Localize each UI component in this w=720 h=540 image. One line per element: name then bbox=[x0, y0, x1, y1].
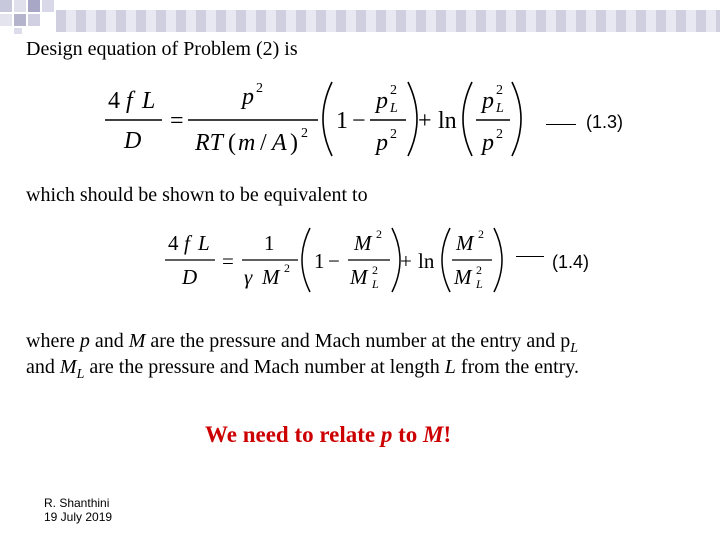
equation-1-3-svg bbox=[100, 74, 530, 164]
svg-text:2: 2 bbox=[478, 227, 484, 241]
svg-text:L: L bbox=[390, 101, 398, 116]
svg-text:(: ( bbox=[228, 130, 236, 156]
svg-text:2: 2 bbox=[284, 261, 290, 275]
svg-text:ln: ln bbox=[418, 249, 435, 273]
para-text: and bbox=[89, 330, 129, 352]
svg-text:M: M bbox=[456, 231, 474, 255]
equation-1-4-leader bbox=[516, 256, 544, 257]
para-text: from the entry. bbox=[455, 356, 580, 378]
decor-square bbox=[0, 14, 12, 26]
svg-text:+: + bbox=[400, 249, 412, 273]
svg-text:A: A bbox=[272, 130, 287, 156]
decor-square bbox=[28, 0, 40, 12]
equation-1-4 bbox=[160, 222, 510, 303]
svg-text:2: 2 bbox=[376, 227, 382, 241]
highlight-text: to bbox=[392, 422, 424, 447]
svg-text:−: − bbox=[352, 108, 366, 134]
svg-text:p: p bbox=[242, 84, 254, 110]
decor-square bbox=[14, 0, 26, 12]
svg-text:p: p bbox=[376, 130, 388, 156]
var-L: L bbox=[444, 356, 456, 378]
footer-date: 19 July 2019 bbox=[44, 510, 113, 524]
svg-text:M: M bbox=[350, 265, 368, 289]
middle-text: which should be shown to be equivalent to bbox=[26, 184, 368, 206]
svg-text:2: 2 bbox=[390, 83, 397, 98]
svg-text:f: f bbox=[184, 231, 190, 255]
para-text: where bbox=[26, 330, 80, 352]
svg-text:M: M bbox=[354, 231, 372, 255]
svg-text:ln: ln bbox=[438, 108, 457, 134]
svg-text:D: D bbox=[124, 128, 142, 154]
svg-text:L: L bbox=[142, 88, 156, 114]
highlight-var-p: p bbox=[380, 422, 393, 447]
svg-text:−: − bbox=[328, 249, 340, 273]
svg-text:L: L bbox=[372, 277, 379, 291]
var-p: p bbox=[79, 330, 90, 352]
decor-square bbox=[42, 0, 54, 12]
svg-text:+: + bbox=[418, 108, 432, 134]
svg-text:D: D bbox=[182, 265, 198, 289]
equation-1-3-leader bbox=[546, 124, 576, 125]
para-text: are the pressure and Mach number at length bbox=[84, 356, 445, 378]
footer bbox=[44, 496, 112, 524]
svg-text:4: 4 bbox=[168, 231, 179, 255]
svg-text:m: m bbox=[238, 130, 256, 156]
svg-text:p: p bbox=[376, 88, 388, 114]
svg-text:2: 2 bbox=[301, 126, 308, 141]
var-pL: p bbox=[560, 330, 571, 352]
svg-text:): ) bbox=[290, 130, 298, 156]
decor-square bbox=[0, 0, 12, 12]
highlight-statement bbox=[205, 422, 451, 448]
svg-text:/: / bbox=[260, 130, 267, 156]
equation-1-4-svg bbox=[160, 222, 510, 298]
svg-text:RT: RT bbox=[195, 130, 224, 156]
decor-square bbox=[28, 14, 40, 26]
highlight-var-M: M bbox=[423, 422, 444, 447]
subscript-L: L bbox=[76, 367, 85, 382]
svg-text:1: 1 bbox=[336, 108, 348, 134]
footer-author: R. Shanthini bbox=[44, 496, 110, 510]
svg-text:1: 1 bbox=[314, 249, 325, 273]
svg-text:4: 4 bbox=[108, 88, 120, 114]
header-bar bbox=[56, 10, 720, 32]
paragraph-line-1 bbox=[26, 330, 578, 357]
highlight-text: We need to relate bbox=[205, 422, 381, 447]
svg-text:M: M bbox=[262, 265, 280, 289]
para-text: and bbox=[26, 356, 60, 378]
svg-text:=: = bbox=[222, 249, 234, 273]
highlight-text: ! bbox=[443, 422, 452, 447]
decor-square bbox=[14, 28, 22, 34]
svg-text:2: 2 bbox=[476, 263, 482, 277]
svg-text:L: L bbox=[476, 277, 483, 291]
svg-text:p: p bbox=[482, 88, 494, 114]
svg-text:=: = bbox=[170, 108, 184, 134]
svg-text:γ: γ bbox=[244, 265, 253, 289]
svg-text:M: M bbox=[454, 265, 472, 289]
svg-text:p: p bbox=[482, 130, 494, 156]
svg-text:2: 2 bbox=[390, 127, 397, 142]
header-decoration bbox=[0, 0, 720, 36]
svg-text:1: 1 bbox=[264, 231, 275, 255]
svg-text:2: 2 bbox=[496, 83, 503, 98]
svg-text:f: f bbox=[126, 88, 133, 114]
equation-1-3 bbox=[100, 74, 530, 169]
intro-text: Design equation of Problem (2) is bbox=[26, 38, 298, 60]
subscript-L: L bbox=[570, 341, 579, 356]
svg-text:L: L bbox=[198, 231, 210, 255]
equation-1-4-label: (1.4) bbox=[552, 252, 590, 272]
para-text: are the pressure and Mach number at the entry and bbox=[145, 330, 561, 352]
var-M: M bbox=[128, 330, 146, 352]
decor-square bbox=[14, 14, 26, 26]
svg-text:2: 2 bbox=[372, 263, 378, 277]
var-ML: M bbox=[59, 356, 77, 378]
svg-text:2: 2 bbox=[496, 127, 503, 142]
svg-text:2: 2 bbox=[256, 81, 263, 96]
paragraph-line-2 bbox=[26, 356, 579, 383]
svg-text:L: L bbox=[496, 101, 504, 116]
equation-1-3-label: (1.3) bbox=[586, 112, 624, 132]
